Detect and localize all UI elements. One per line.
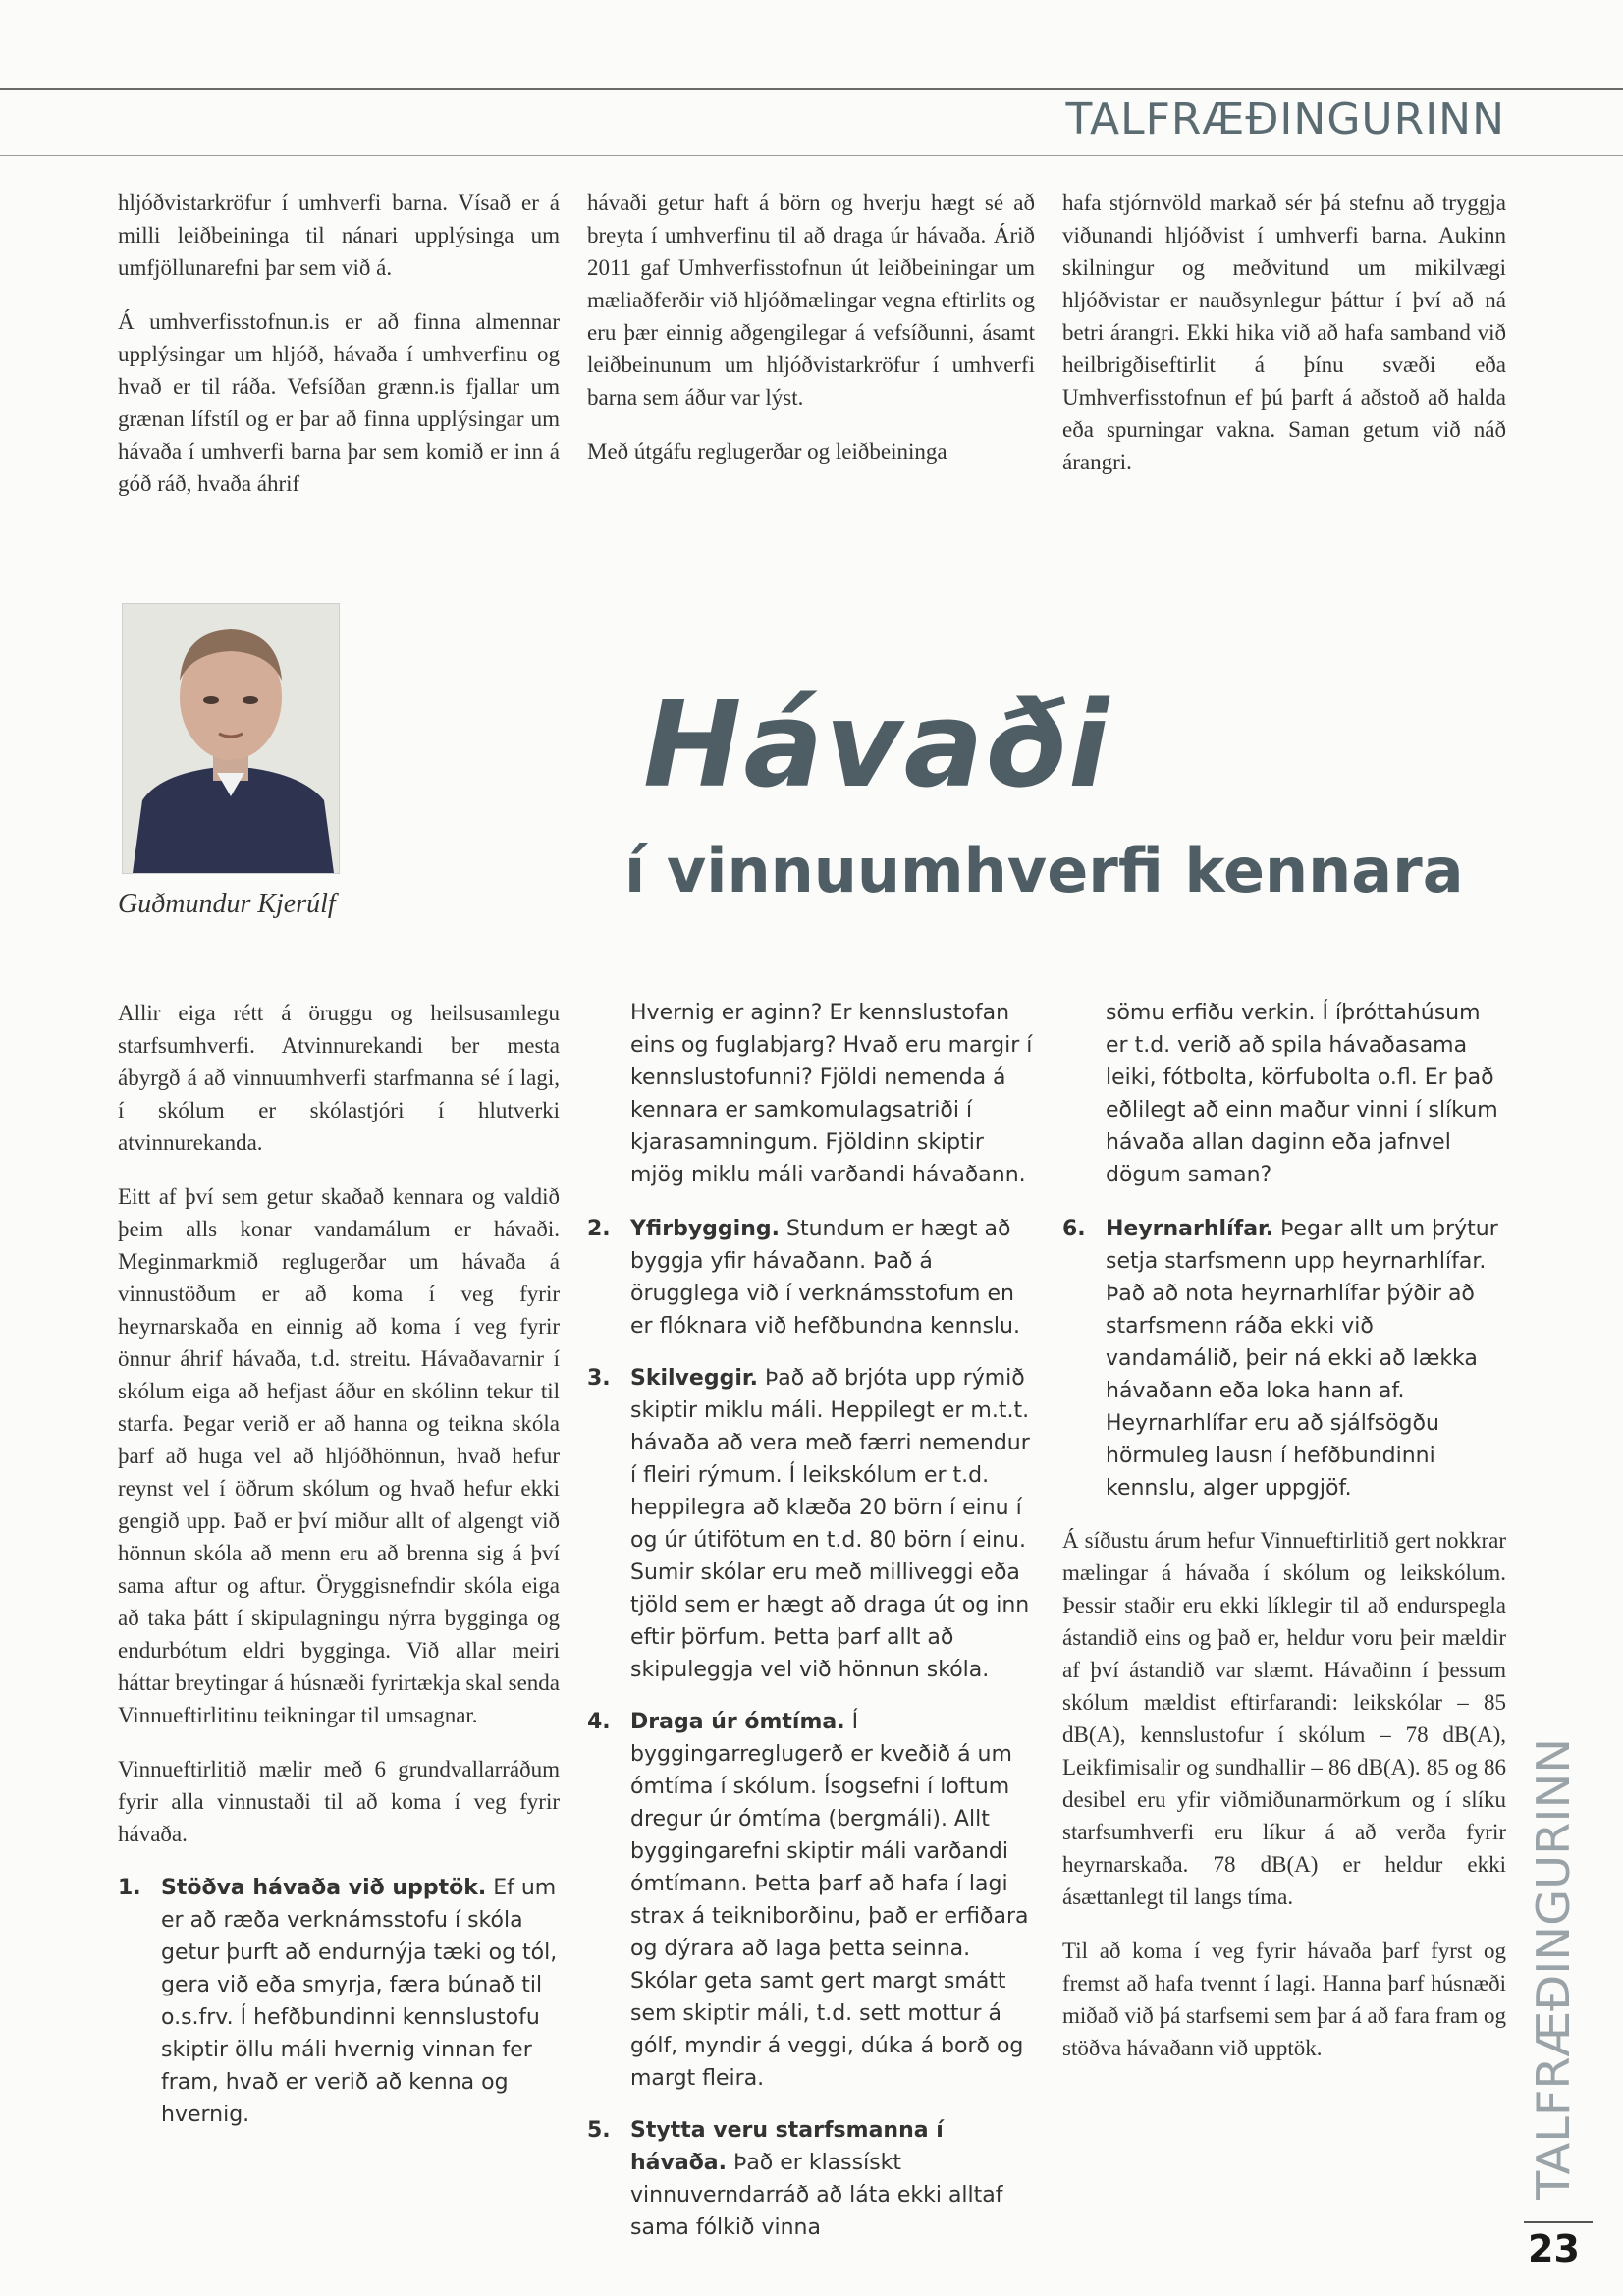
paragraph: hljóðvistarkröfur í umhverfi barna. Vísað er á milli leiðbeininga til nánari upplýsinga um umfjöllunarefni þar sem við á. [118,191,560,280]
paragraph: Á umhverfisstofnun.is er að finna almennar upplýsingar um hljóð, hávaða í umhverfinu og hvað er til ráða. Vefsíðan grænn.is fjallar um grænan lífstíl og er þar að finna upplýsingar um hávaða í umhverfi barna þar sem komið er inn á góð ráð, hvaða áhrif [118,309,560,496]
paragraph: Til að koma í veg fyrir hávaða þarf fyrst og fremst að hafa tvennt í lagi. Hanna þarf húsnæði miðað við þá starfsemi sem þar á að fara fram og stöðva hávaðann við upptök. [1062,1939,1506,2060]
paragraph: sömu erfiðu verkin. Í íþróttahúsum er t.d. verið að spila hávaðasama leiki, fótbolta, körfubolta o.fl. Er það eðlilegt að einn maður vinni í slíkum hávaða allan daginn eða jafnvel dögum saman? [1106,1001,1498,1187]
top-column-1 [118,187,560,521]
body-column-1 [118,997,560,2151]
item-text: Ef um er að ræða verknámsstofu í skóla getur þurft að endurnýja tæki og tól, gera við eða smyrja, færa búnað til o.s.frv. Í hefðbundinni kennslustofu skiptir öllu máli hvernig vinnan fer fram, hvað er verið að kenna og hvernig. [161,1876,558,2127]
list-item [1062,1213,1506,1504]
item-title: Skilveggir. [630,1366,758,1391]
paragraph: Eitt af því sem getur skaðað kennara og valdið þeim alls konar vandamálum er hávaði. Meginmarkmið reglugerðar um hávaða á vinnustöðum er að koma í veg fyrir heyrnarskaða en einnig að koma í veg fyrir önnur áhrif hávaða, t.d. streitu. Hávaðavarnir í skólum eiga að hefjast áður en skólinn tekur til starfa. Þegar verið er að hanna og teikna skóla þarf að huga vel að hljóðhönnun, hvað hefur reynst vel í öðrum skólum og hvað hefur ekki gengið upp. Það er því miður allt of algengt við hönnun skóla að menn eru að brenna sig á því sama aftur og aftur. Öryggisnefndir skóla eiga að taka þátt í skipulagningu nýrra bygginga og endurbótum eldri bygginga. Við allar meiri háttar breytingar á húsnæði fyrirtækja skal senda Vinnueftirlitinu teikningar til umsagnar. [118,1184,560,1727]
paragraph: Á síðustu árum hefur Vinnueftirlitið gert nokkrar mælingar á hávaða í skólum og leikskólum. Þessir staðir eru ekki líklegir til að endurspegla ástandið eins og það er, heldur voru þeir mældir af því ástandið var slæmt. Hávaðinn í þessum skólum mældist eftirfarandi: leikskólar – 85 dB(A), kennslustofur í skólum – 78 dB(A), Leikfimisalir og sundhallir – 86 dB(A). 85 og 86 desibel eru yfir viðmiðunarmörkum og í slíku starfsumhverfi eru líkur á að verða fyrir heyrnarskaða. 78 dB(A) er heldur ekki ásættanlegt til langs tíma. [1062,1528,1506,1909]
item-text: Stundum er hægt að byggja yfir hávaðann. Það á örugglega við í verknámsstofum en er flóknara við hefðbundna kennslu. [630,1217,1020,1339]
item-text: Það að brjóta upp rýmið skiptir miklu máli. Heppilegt er m.t.t. hávaða að vera með færri nemendur í fleiri rýmum. Í leikskólum er t.d. heppilegra að klæða 20 börn í einu í og úr útifötum en t.d. 80 börn í einu. Sumir skólar eru með milliveggi eða tjöld sem er hægt að draga út og inn eftir þörfum. Þetta þarf allt að skipuleggja vel við hönnun skóla. [630,1366,1030,1682]
top-rule [0,88,1623,90]
body-column-2 [587,997,1035,2264]
photo-caption: Guðmundur Kjerúlf [118,889,336,919]
item-number: 3. [587,1366,611,1391]
item-title: Stytta veru starfsmanna í hávaða. [630,2118,944,2175]
paragraph: Vinnueftirlitið mælir með 6 grundvallarráðum fyrir alla vinnustaði til að koma í veg fyrir hávaða. [118,1757,560,1846]
item-text: Í byggingarreglugerð er kveðið á um ómtíma í skólum. Ísogsefni í loftum dregur úr ómtíma (bergmáli). Allt byggingarefni skiptir máli varðandi ómtímann. Þetta þarf að hafa í lagi strax á teikniborðinu, það er erfiðara og dýrara að laga þetta seinna. Skólar geta samt gert margt smátt sem skiptir máli, t.d. sett mottur á gólf, myndir á veggi, dúka á borð og margt fleira. [630,1710,1029,2091]
page-number: 23 [1528,2227,1580,2270]
item-number: 2. [587,1217,611,1241]
masthead: TALFRÆÐINGURINN [1065,94,1505,144]
header-rule [0,155,1623,156]
paragraph: Með útgáfu reglugerðar og leiðbeininga [587,439,947,464]
item-number: 5. [587,2118,611,2143]
list-item [587,1213,1035,1342]
list-item [587,2114,1035,2244]
item-number: 4. [587,1710,611,1734]
author-photo [122,603,340,874]
item-title: Yfirbygging. [630,1217,780,1241]
portrait-image [123,604,339,873]
item-text: Þegar allt um þrýtur setja starfsmenn upp heyrnarhlífar. Það að nota heyrnarhlífar þýðir að starfsmenn ráða ekki við vandamálið, þeir ná ekki að lækka hávaðann eða loka hann af. Heyrnarhlífar eru að sjálfsögðu hörmuleg lausn í hefðbundinni kennslu, alger uppgjöf. [1106,1217,1498,1501]
top-column-3 [1062,187,1506,500]
page-number-rule [1524,2221,1593,2223]
paragraph: hafa stjórnvöld markað sér þá stefnu að tryggja viðunandi hljóðvist í umhverfi barna. Aukinn skilningur og meðvitund um mikilvægi hljóðvistar er nauðsynlegur þáttur í því að ná betri árangri. Ekki hika við að hafa samband við heilbrigðiseftirlit á þínu svæði eða Umhverfisstofnun ef þú þarft á aðstoð að halda eða spurningar vakna. Saman getum við náð árangri. [1062,191,1506,474]
item-title: Stöðva hávaða við upptök. [161,1876,487,1900]
item-title: Draga úr ómtíma. [630,1710,845,1734]
article-subtitle: í vinnuumhverfi kennara [624,835,1464,906]
item-number: 6. [1062,1217,1086,1241]
item-number: 1. [118,1876,141,1900]
paragraph: Allir eiga rétt á öruggu og heilsusamlegu starfsumhverfi. Atvinnurekandi ber mesta ábyrgð á að vinnuumhverfi starfmanna sé í lagi, í skólum er skólastjóri í hlutverki atvinnurekanda. [118,1001,560,1155]
item-text: Það er klassískt vinnuverndarráð að láta ekki alltaf sama fólkið vinna [630,2151,1003,2240]
body-column-3 [1062,997,1506,2086]
list-item [118,1872,560,2131]
paragraph: Hvernig er aginn? Er kennslustofan eins og fuglabjarg? Hvað eru margir í kennslustofunni? Fjöldi nemenda á kennara er samkomulagsatriði í kjarasamningum. Fjöldinn skiptir mjög miklu máli varðandi hávaðann. [630,1001,1033,1187]
article-title: Hávaði [643,678,1111,814]
top-column-2 [587,187,1035,489]
list-item [587,1706,1035,2095]
paragraph: hávaði getur haft á börn og hverju hægt sé að breyta í umhverfinu til að draga úr hávaða. Árið 2011 gaf Umhverfisstofnun út leiðbeiningar um mæliaðferðir við hljóðmælingar vegna eftirlits og eru þær einnig aðgengilegar á vefsíðunni, ásamt leiðbeinunum um hljóðvistarkröfur í umhverfi barna sem áður var lýst. [587,191,1035,410]
vertical-masthead-text: TALFRÆÐINGURINN [1527,1755,1580,2200]
item-title: Heyrnarhlífar. [1106,1217,1274,1241]
vertical-masthead [1524,1728,1583,2200]
list-item [587,1362,1035,1686]
